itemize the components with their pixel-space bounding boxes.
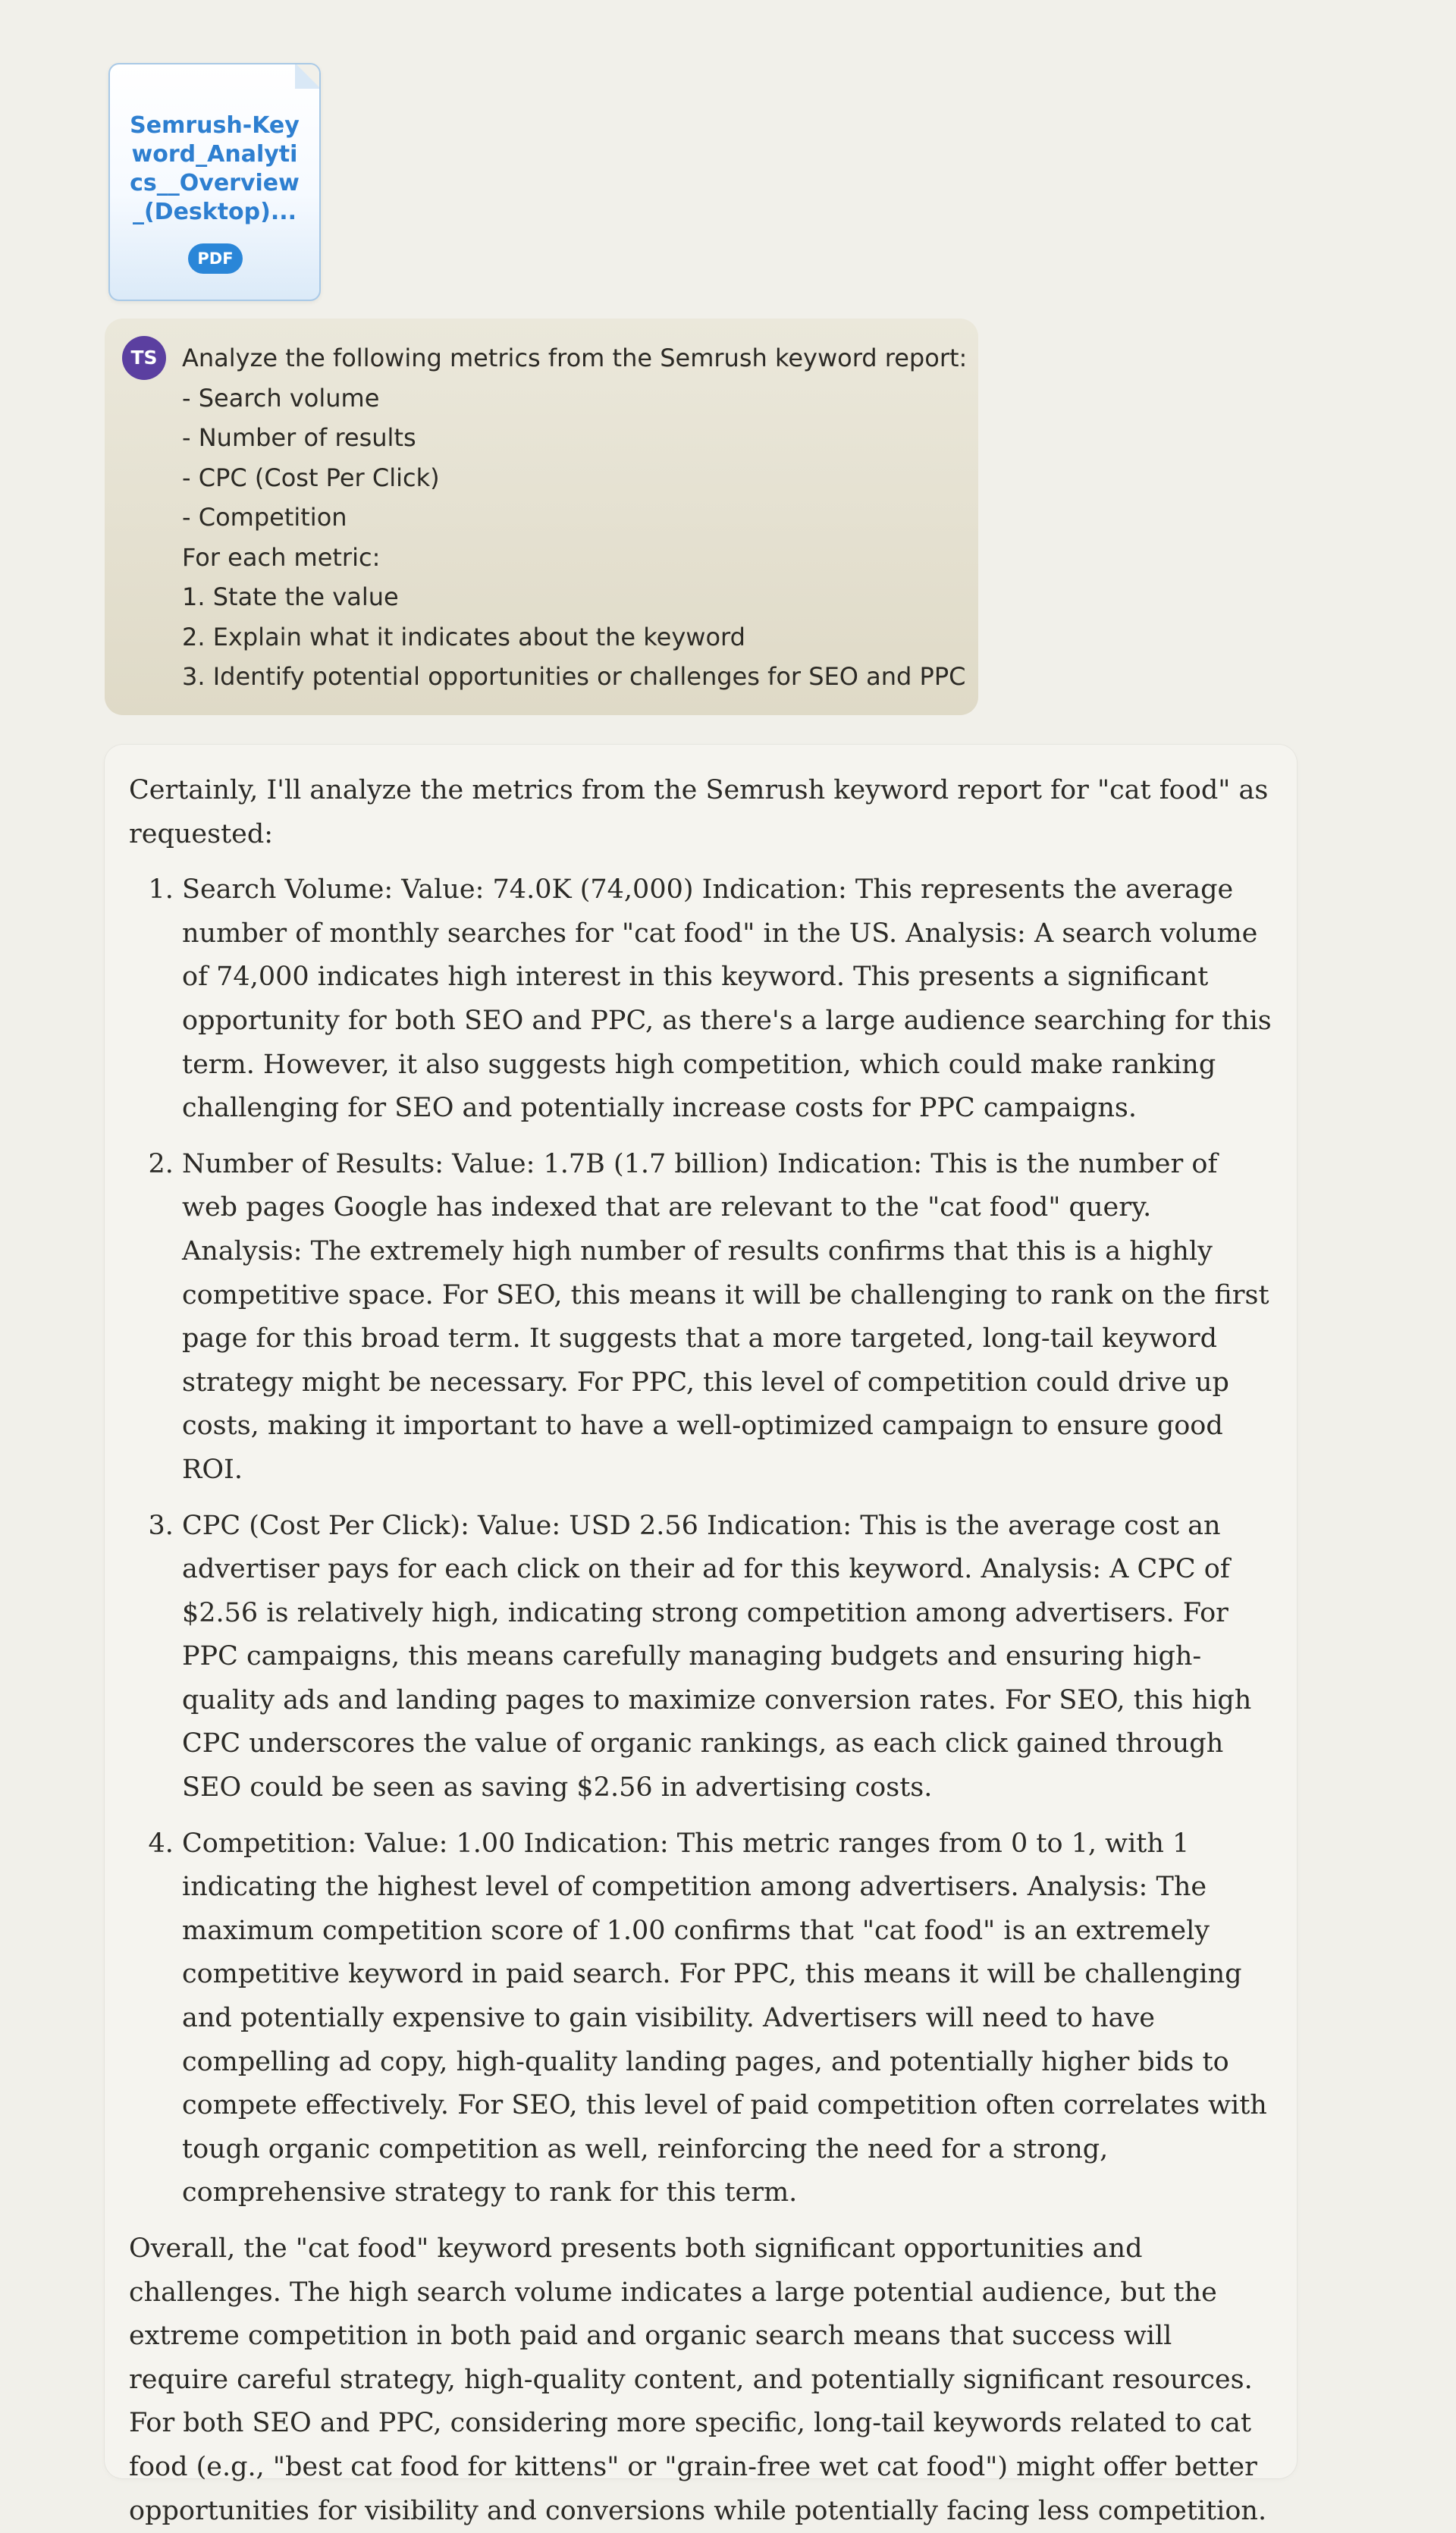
prompt-line: 3. Identify potential opportunities or challenges for SEO and PPC (182, 662, 966, 691)
user-message (105, 319, 978, 715)
prompt-line: - CPC (Cost Per Click) (182, 463, 440, 492)
list-item-competition: 4. Competition: Value: 1.00 Indication: This metric ranges from 0 to 1, with 1 indicating the highest level of competition among advertisers. Analysis: The maximum competition score of 1.00 confirms that "cat food" is an extremely competitive keyword in paid search. For PPC, this means it will be challenging and potentially expensive to gain visibility. Advertisers will need to have compelling ad copy, high-quality landing pages, and potentially higher bids to compete effectively. For SEO, this level of paid competition often correlates with tough organic competition as well, reinforcing the need for a strong, comprehensive strategy to rank for this term. (182, 1822, 1272, 2215)
assistant-conclusion: Overall, the "cat food" keyword presents both significant opportunities and challenges. The high search volume indicates a large potential audience, but the extreme competition in both paid and organic search means that success will require careful strategy, high-quality content, and potentially significant resources. For both SEO and PPC, considering more specific, long-tail keywords related to cat food (e.g., "best cat food for kittens" or "grain-free wet cat food") might offer better opportunities for visibility and conversions while potentially facing less competition. (129, 2233, 1267, 2526)
pdf-attachment-card[interactable] (108, 63, 321, 301)
prompt-line: - Number of results (182, 423, 416, 452)
metrics-analysis-list (129, 868, 1272, 2215)
list-item-search-volume: 1. Search Volume: Value: 74.0K (74,000) Indication: This represents the average number of monthly searches for "cat food" in the US. Analysis: A search volume of 74,000 indicates high interest in this keyword. This presents a significant opportunity for both SEO and PPC, as there's a large audience searching for this term. However, it also suggests high competition, which could make ranking challenging for SEO and potentially increase costs for PPC campaigns. (182, 868, 1272, 1131)
list-item-number-of-results: 2. Number of Results: Value: 1.7B (1.7 billion) Indication: This is the number of web pages Google has indexed that are relevant to the "cat food" query. Analysis: The extremely high number of results confirms that this is a highly competitive space. For SEO, this means it will be challenging to rank on the first page for this broad term. It suggests that a more targeted, long-tail keyword strategy might be necessary. For PPC, this level of competition could drive up costs, making it important to have a well-optimized campaign to ensure good ROI. (182, 1143, 1272, 1492)
list-item-cpc: 3. CPC (Cost Per Click): Value: USD 2.56 Indication: This is the average cost an advertiser pays for each click on their ad for this keyword. Analysis: A CPC of $2.56 is relatively high, indicating strong competition among advertisers. For PPC campaigns, this means carefully managing budgets and ensuring high-quality ads and landing pages to maximize conversion rates. For SEO, this high CPC underscores the value of organic rankings, as each click gained through SEO could be seen as saving $2.56 in advertising costs. (182, 1505, 1272, 1810)
assistant-message (105, 745, 1297, 2526)
prompt-line: 2. Explain what it indicates about the keyword (182, 622, 745, 651)
prompt-line: Analyze the following metrics from the Semrush keyword report: (182, 344, 968, 372)
prompt-line: 1. State the value (182, 582, 399, 611)
user-avatar: TS (122, 336, 166, 380)
attachment-filename: Semrush-Keyword_Analytics__Overview_(Desktop)... (130, 112, 300, 225)
assistant-intro: Certainly, I'll analyze the metrics from the Semrush keyword report for "cat food" as requested: (129, 775, 1269, 849)
pdf-type-badge: PDF (188, 243, 243, 274)
prompt-line: - Competition (182, 503, 347, 532)
prompt-line: For each metric: (182, 542, 381, 572)
prompt-line: - Search volume (182, 383, 380, 413)
user-message-text (182, 338, 967, 697)
page-fold-corner (295, 63, 321, 89)
